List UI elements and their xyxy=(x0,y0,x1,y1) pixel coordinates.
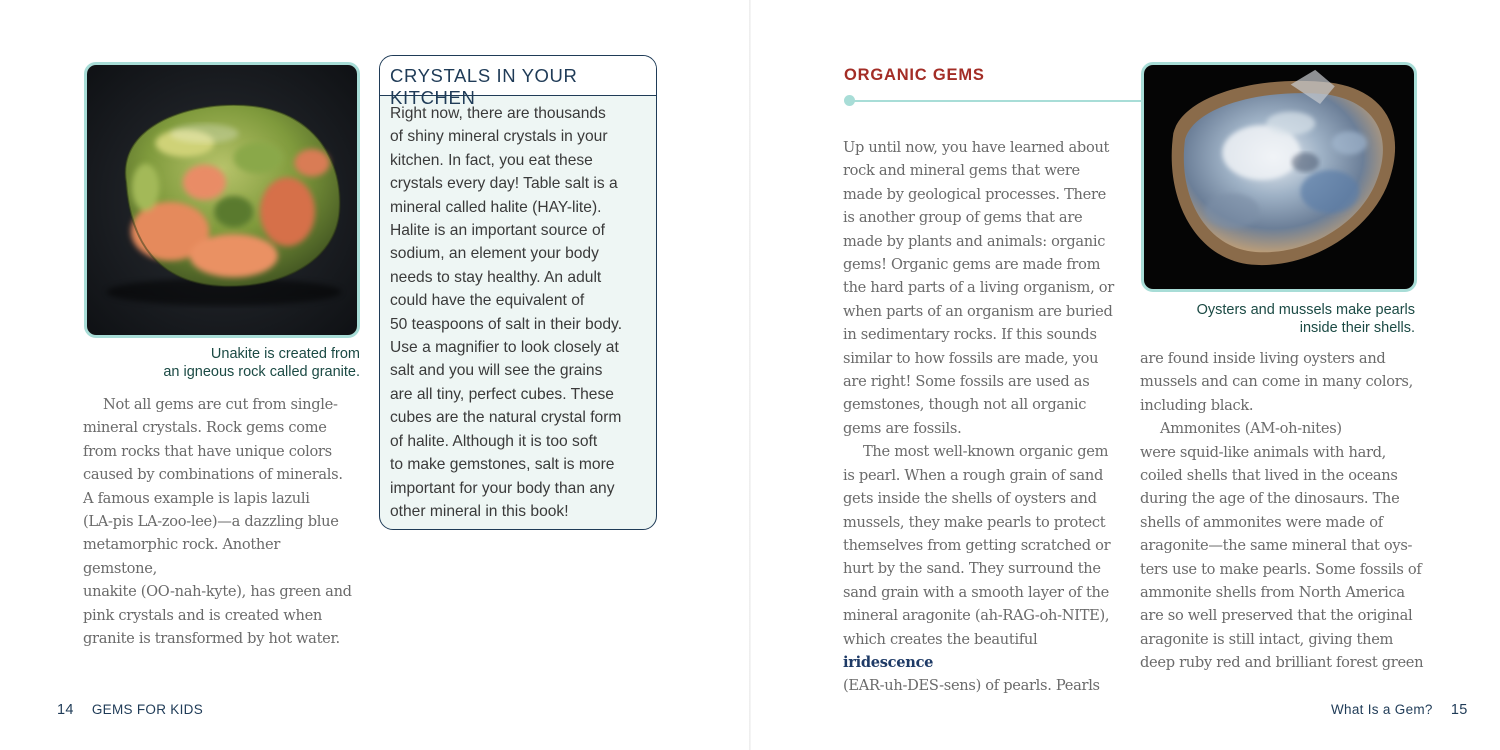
page-number: 15 xyxy=(1450,702,1468,718)
caption-line: Unakite is created from xyxy=(210,346,360,362)
body-line: rock and mineral gems that were xyxy=(843,162,1080,180)
unakite-photo xyxy=(84,62,360,338)
body-line: caused by combinations of minerals. xyxy=(83,466,343,484)
body-line: (EAR-uh-DES-sens) of pearls. Pearls xyxy=(843,677,1100,695)
body-line: deep ruby red and brilliant forest green xyxy=(1140,654,1424,672)
body-line: ters use to make pearls. Some fossils of xyxy=(1140,560,1422,578)
body-line: aragonite is still intact, giving them xyxy=(1140,630,1394,648)
body-line: Ammonites (AM-oh-nites) xyxy=(1160,420,1342,438)
left-body-text xyxy=(83,393,358,650)
oyster-caption xyxy=(1141,302,1415,337)
body-line: gets inside the shells of oysters and xyxy=(843,490,1097,508)
body-line: shells of ammonites were made of xyxy=(1140,513,1383,531)
section-title: What Is a Gem? xyxy=(1331,702,1433,717)
body-line: were squid-like animals with hard, xyxy=(1140,443,1387,461)
sidebar-line: mineral called halite (HAY-lite). xyxy=(390,198,602,216)
body-line: (LA-pis LA-zoo-lee)—a dazzling blue xyxy=(83,513,339,531)
body-line: coiled shells that lived in the oceans xyxy=(1140,467,1398,485)
body-line: gems are fossils. xyxy=(843,419,962,437)
body-line: in sedimentary rocks. If this sounds xyxy=(843,326,1097,344)
body-line: gems! Organic gems are made from xyxy=(843,256,1101,274)
sidebar-line: of halite. Although it is too soft xyxy=(390,432,598,450)
sidebar-line: sodium, an element your body xyxy=(390,245,599,263)
body-line: mineral aragonite (ah-RAG-oh-NITE), xyxy=(843,607,1110,625)
body-line: gemstones, though not all organic xyxy=(843,396,1087,414)
sidebar-line: Halite is an important source of xyxy=(390,222,605,240)
body-line xyxy=(843,628,1129,675)
body-line: including black. xyxy=(1140,396,1254,414)
sidebar-line: needs to stay healthy. An adult xyxy=(390,268,602,286)
body-line: the hard parts of a living organism, or xyxy=(843,279,1114,297)
body-line: when parts of an organism are buried xyxy=(843,302,1113,320)
body-line: made by plants and animals: organic xyxy=(843,232,1106,250)
body-line: Not all gems are cut from single- xyxy=(103,396,338,413)
sidebar-line: are all tiny, perfect cubes. These xyxy=(390,385,614,403)
sidebar-line: 50 teaspoons of salt in their body. xyxy=(390,315,623,333)
body-line: mussels, they make pearls to protect xyxy=(843,513,1106,531)
right-footer xyxy=(1331,702,1468,718)
body-line: similar to how fossils are made, you xyxy=(843,349,1099,367)
unakite-caption xyxy=(84,346,360,381)
heading-rule xyxy=(850,100,1142,102)
page-number: 14 xyxy=(57,702,74,718)
left-footer xyxy=(57,702,203,718)
body-line: mineral crystals. Rock gems come xyxy=(83,419,327,437)
sidebar-line: important for your body than any xyxy=(390,479,615,497)
body-line: A famous example is lapis lazuli xyxy=(83,489,310,507)
glossary-term-iridescence: iridescence xyxy=(843,653,934,671)
body-line: hurt by the sand. They surround the xyxy=(843,560,1101,578)
sidebar-line: cubes are the natural crystal form xyxy=(390,409,622,427)
right-body-column-1 xyxy=(843,136,1129,698)
book-gutter xyxy=(749,0,751,750)
body-line: aragonite—the same mineral that oys- xyxy=(1140,537,1413,555)
body-line: are found inside living oysters and xyxy=(1140,350,1386,367)
sidebar-line: crystals every day! Table salt is a xyxy=(390,175,618,193)
sidebar-line: kitchen. In fact, you eat these xyxy=(390,151,593,169)
right-body-column-2 xyxy=(1140,347,1432,675)
body-line: from rocks that have unique colors xyxy=(83,442,332,460)
caption-line: Oysters and mussels make pearls xyxy=(1196,302,1415,318)
body-line: granite is transformed by hot water. xyxy=(83,630,340,648)
sidebar-text xyxy=(380,96,656,523)
body-line: pink crystals and is created when xyxy=(83,606,323,624)
body-line: during the age of the dinosaurs. The xyxy=(1140,490,1400,508)
body-line: unakite (OO-nah-kyte), has green and xyxy=(83,583,352,601)
sidebar-line: other mineral in this book! xyxy=(390,502,569,520)
sidebar-title: CRYSTALS IN YOUR KITCHEN xyxy=(380,56,656,96)
body-line: are right! Some fossils are used as xyxy=(843,373,1090,391)
oyster-shell-photo xyxy=(1141,62,1417,292)
caption-line: inside their shells. xyxy=(1299,319,1415,336)
crystals-sidebar xyxy=(379,55,657,530)
sidebar-line: to make gemstones, salt is more xyxy=(390,456,615,474)
caption-line: an igneous rock called granite. xyxy=(163,363,360,380)
body-line: is another group of gems that are xyxy=(843,209,1083,227)
body-line: is pearl. When a rough grain of sand xyxy=(843,466,1104,484)
body-line-text: which creates the beautiful xyxy=(843,630,1038,648)
body-line: metamorphic rock. Another gemstone, xyxy=(83,536,281,577)
body-line: sand grain with a smooth layer of the xyxy=(843,583,1109,601)
body-line: made by geological processes. There xyxy=(843,185,1106,203)
body-line: ammonite shells from North America xyxy=(1140,584,1405,602)
body-line: The most well-known organic gem xyxy=(863,443,1109,461)
section-heading: ORGANIC GEMS xyxy=(844,66,985,84)
sidebar-line: Use a magnifier to look closely at xyxy=(390,339,619,357)
sidebar-line: of shiny mineral crystals in your xyxy=(390,128,608,146)
body-line: are so well preserved that the original xyxy=(1140,607,1413,625)
book-title: GEMS FOR KIDS xyxy=(91,702,204,717)
sidebar-line: Right now, there are thousands xyxy=(390,105,606,122)
body-line: Up until now, you have learned about xyxy=(843,139,1110,156)
sidebar-line: salt and you will see the grains xyxy=(390,362,603,380)
body-line: mussels and can come in many colors, xyxy=(1140,373,1413,391)
sidebar-line: could have the equivalent of xyxy=(390,292,585,310)
body-line: themselves from getting scratched or xyxy=(843,536,1111,554)
